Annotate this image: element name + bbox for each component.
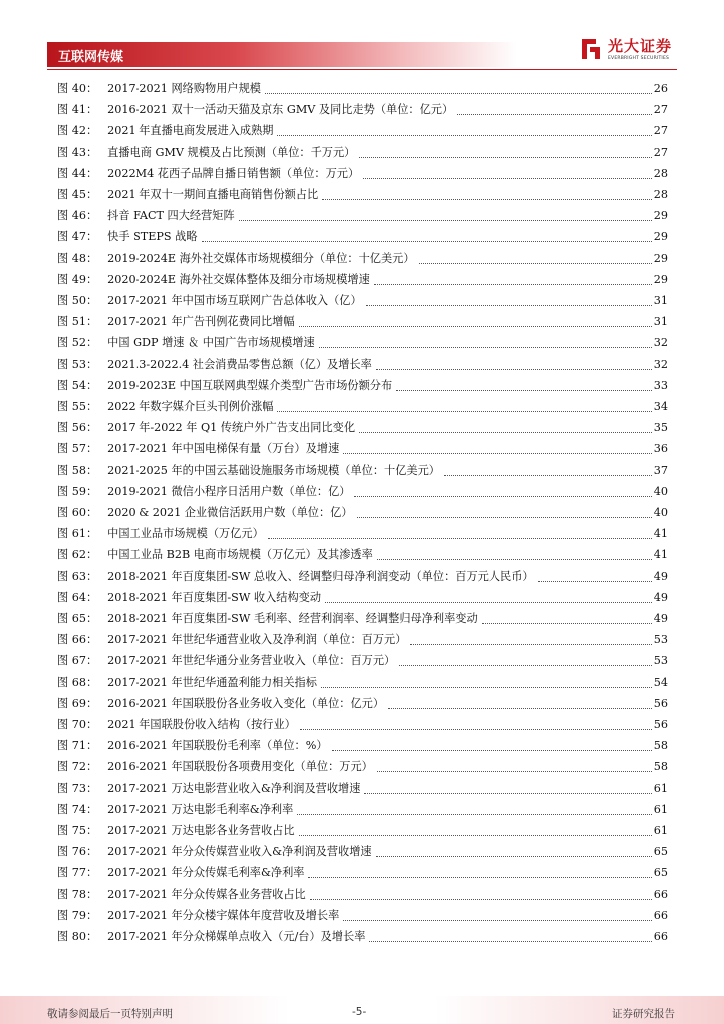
- toc-figure-label: 图 61：: [57, 527, 98, 541]
- toc-entry[interactable]: [57, 118, 668, 138]
- toc-page-number: 40: [653, 506, 668, 519]
- toc-page-number: 28: [653, 188, 668, 201]
- toc-entry[interactable]: [57, 776, 668, 796]
- toc-entry[interactable]: [57, 585, 668, 605]
- footer-page-number: -5-: [352, 1006, 367, 1018]
- toc-dot-leader: [377, 770, 652, 772]
- toc-page-number: 35: [653, 421, 668, 435]
- toc-figure-title: 2016-2021 年国联股份各业务收入变化（单位：亿元）: [107, 696, 385, 710]
- toc-page-number: 41: [653, 548, 668, 562]
- toc-dot-leader: [366, 304, 652, 306]
- toc-dot-leader: [364, 792, 651, 794]
- toc-figure-label: 图 65：: [57, 612, 98, 625]
- toc-figure-title: 2019-2021 微信小程序日活用户数（单位：亿）: [107, 484, 351, 498]
- toc-page-number: 27: [653, 103, 668, 117]
- toc-figure-label: 图 49：: [57, 272, 98, 286]
- toc-page-number: 61: [653, 824, 668, 837]
- toc-figure-title: 2016-2021 双十一活动天猫及京东 GMV 及同比走势（单位：亿元）: [107, 103, 454, 117]
- toc-page-number: 53: [653, 654, 668, 668]
- toc-entry[interactable]: [57, 415, 668, 435]
- toc-dot-leader: [457, 113, 652, 115]
- toc-dot-leader: [308, 876, 651, 878]
- toc-dot-leader: [322, 198, 652, 200]
- toc-figure-label: 图 55：: [57, 400, 98, 413]
- toc-figure-label: 图 43：: [57, 145, 98, 159]
- toc-dot-leader: [444, 474, 652, 476]
- toc-dot-leader: [396, 389, 652, 391]
- toc-figure-title: 中国工业品 B2B 电商市场规模（万亿元）及其渗透率: [107, 548, 373, 562]
- toc-figure-title: 2018-2021 年百度集团-SW 总收入、经调整归母净利润变动（单位：百万元人民币）: [107, 569, 534, 583]
- section-name: 互联网传媒: [58, 50, 124, 65]
- toc-figure-title: 2017-2021 年分众传媒毛利率&净利率: [107, 866, 305, 880]
- toc-dot-leader: [202, 240, 652, 242]
- toc-dot-leader: [321, 686, 652, 688]
- toc-entry[interactable]: [57, 479, 668, 499]
- toc-page-number: 65: [653, 845, 668, 859]
- toc-dot-leader: [325, 601, 652, 603]
- toc-page-number: 26: [653, 82, 668, 95]
- toc-dot-leader: [377, 558, 652, 560]
- toc-figure-title: 2017-2021 年中国市场互联网广告总体收入（亿）: [107, 294, 362, 307]
- toc-page-number: 49: [653, 612, 668, 625]
- toc-page-number: 58: [653, 739, 668, 753]
- toc-figure-title: 2022 年数字媒介巨头刊例价涨幅: [107, 400, 274, 413]
- toc-entry[interactable]: [57, 648, 668, 668]
- toc-entry[interactable]: [57, 542, 668, 562]
- toc-figure-label: 图 45：: [57, 188, 98, 201]
- toc-page-number: 31: [653, 294, 668, 307]
- toc-entry[interactable]: [57, 797, 668, 817]
- toc-figure-label: 图 70：: [57, 718, 98, 731]
- toc-dot-leader: [297, 813, 651, 815]
- toc-dot-leader: [376, 855, 652, 857]
- toc-entry[interactable]: [57, 140, 668, 160]
- footer-disclaimer: 敬请参阅最后一页特别声明: [47, 1008, 173, 1020]
- toc-dot-leader: [359, 431, 652, 433]
- toc-figure-label: 图 41：: [57, 103, 98, 117]
- header-divider: [47, 69, 677, 70]
- toc-dot-leader: [277, 134, 651, 136]
- toc-figure-label: 图 68：: [57, 675, 98, 689]
- toc-figure-title: 2017-2021 年世纪华通分业务营业收入（单位：百万元）: [107, 654, 396, 668]
- toc-entry[interactable]: [57, 161, 668, 181]
- toc-page-number: 32: [653, 357, 668, 371]
- toc-figure-title: 2018-2021 年百度集团-SW 毛利率、经营利润率、经调整归母净利率变动: [107, 612, 478, 625]
- toc-figure-label: 图 66：: [57, 633, 98, 647]
- toc-page-number: 29: [653, 230, 668, 244]
- toc-figure-title: 2017-2021 年世纪华通盈利能力相关指标: [107, 675, 317, 689]
- toc-figure-label: 图 47：: [57, 230, 98, 244]
- toc-page-number: 28: [653, 166, 668, 180]
- toc-entry[interactable]: [57, 246, 668, 266]
- page-footer: [0, 996, 724, 1024]
- toc-page-number: 40: [653, 484, 668, 498]
- toc-dot-leader: [239, 219, 652, 221]
- toc-figure-title: 2017-2021 年分众楼宇媒体年度营收及增长率: [107, 908, 340, 922]
- toc-figure-label: 图 50：: [57, 294, 98, 307]
- toc-dot-leader: [343, 452, 651, 454]
- toc-entry[interactable]: [57, 882, 668, 902]
- toc-dot-leader: [357, 516, 652, 518]
- brand-logo-icon: [578, 35, 604, 63]
- toc-figure-label: 图 64：: [57, 590, 98, 604]
- footer-doc-type: 证券研究报告: [612, 1008, 675, 1020]
- toc-page-number: 32: [653, 336, 668, 350]
- toc-entry[interactable]: [57, 670, 668, 690]
- page-header: [0, 0, 724, 76]
- toc-figure-title: 2021-2025 年的中国云基础设施服务市场规模（单位：十亿美元）: [107, 463, 440, 477]
- toc-figure-label: 图 62：: [57, 548, 98, 562]
- toc-page-number: 37: [653, 463, 668, 477]
- toc-figure-title: 2017-2021 年分众传媒各业务营收占比: [107, 887, 306, 901]
- toc-entry[interactable]: [57, 76, 668, 96]
- toc-figure-label: 图 63：: [57, 569, 98, 583]
- toc-entry[interactable]: [57, 394, 668, 414]
- toc-entry[interactable]: [57, 818, 668, 838]
- toc-figure-label: 图 60：: [57, 506, 98, 519]
- toc-page-number: 56: [653, 696, 668, 710]
- toc-figure-title: 2020-2024E 海外社交媒体整体及细分市场规模增速: [107, 272, 370, 286]
- toc-entry[interactable]: [57, 712, 668, 732]
- toc-dot-leader: [538, 580, 652, 582]
- toc-entry[interactable]: [57, 924, 668, 944]
- toc-figure-title: 2017-2021 万达电影毛利率&净利率: [107, 802, 294, 816]
- toc-entry[interactable]: [57, 330, 668, 350]
- toc-page-number: 49: [653, 590, 668, 604]
- toc-figure-title: 2021 年国联股份收入结构（按行业）: [107, 718, 296, 731]
- toc-dot-leader: [343, 919, 651, 921]
- toc-page-number: 29: [653, 251, 668, 265]
- toc-figure-label: 图 77：: [57, 866, 98, 880]
- toc-entry[interactable]: [57, 903, 668, 923]
- brand-name-cn: 光大证券: [608, 37, 673, 55]
- toc-figure-title: 2017-2021 万达电影各业务营收占比: [107, 824, 295, 837]
- toc-entry[interactable]: [57, 182, 668, 202]
- toc-figure-label: 图 40：: [57, 82, 98, 95]
- toc-figure-label: 图 56：: [57, 421, 98, 435]
- toc-figure-title: 2021 年直播电商发展进入成熟期: [107, 124, 274, 138]
- toc-page-number: 29: [653, 209, 668, 223]
- toc-dot-leader: [419, 262, 652, 264]
- toc-dot-leader: [268, 537, 652, 539]
- toc-page-number: 27: [653, 124, 668, 138]
- toc-figure-title: 2019-2023E 中国互联网典型媒介类型广告市场份额分布: [107, 378, 393, 392]
- toc-page-number: 33: [653, 378, 668, 392]
- toc-page-number: 56: [653, 718, 668, 731]
- toc-entry[interactable]: [57, 309, 668, 329]
- toc-page-number: 61: [653, 781, 668, 795]
- toc-entry[interactable]: [57, 606, 668, 626]
- toc-dot-leader: [363, 177, 652, 179]
- toc-dot-leader: [399, 664, 652, 666]
- toc-entry[interactable]: [57, 97, 668, 117]
- toc-page-number: 66: [653, 908, 668, 922]
- toc-entry[interactable]: [57, 691, 668, 711]
- toc-figure-title: 2016-2021 年国联股份毛利率（单位：%）: [107, 739, 328, 753]
- toc-figure-title: 2017 年-2022 年 Q1 传统户外广告支出同比变化: [107, 421, 356, 435]
- toc-figure-title: 2021.3-2022.4 社会消费品零售总额（亿）及增长率: [107, 357, 372, 371]
- toc-figure-label: 图 44：: [57, 166, 98, 180]
- toc-figure-title: 直播电商 GMV 规模及占比预测（单位：千万元）: [107, 145, 356, 159]
- toc-entry[interactable]: [57, 627, 668, 647]
- toc-entry[interactable]: [57, 839, 668, 859]
- toc-entry[interactable]: [57, 564, 668, 584]
- toc-figure-label: 图 79：: [57, 908, 98, 922]
- toc-page-number: 61: [653, 802, 668, 816]
- brand-logo: [578, 33, 678, 69]
- toc-figure-label: 图 73：: [57, 781, 98, 795]
- toc-figure-label: 图 52：: [57, 336, 98, 350]
- toc-entry[interactable]: [57, 754, 668, 774]
- toc-page-number: 34: [653, 400, 668, 413]
- toc-entry[interactable]: [57, 352, 668, 372]
- brand-name-en: EVERBRIGHT SECURITIES: [608, 56, 670, 61]
- toc-figure-title: 2017-2021 网络购物用户规模: [107, 82, 261, 95]
- toc-dot-leader: [299, 325, 652, 327]
- toc-figure-title: 抖音 FACT 四大经营矩阵: [107, 209, 235, 223]
- toc-entry[interactable]: [57, 373, 668, 393]
- toc-figure-label: 图 57：: [57, 442, 98, 456]
- toc-figure-label: 图 58：: [57, 463, 98, 477]
- toc-figure-title: 2017-2021 年分众传媒营业收入&净利润及营收增速: [107, 845, 372, 859]
- toc-entry[interactable]: [57, 860, 668, 880]
- toc-figure-label: 图 75：: [57, 824, 98, 837]
- toc-dot-leader: [376, 368, 652, 370]
- toc-figure-title: 2017-2021 年分众梯媒单点收入（元/台）及增长率: [107, 930, 366, 943]
- toc-figure-label: 图 78：: [57, 887, 98, 901]
- toc-figure-label: 图 80：: [57, 930, 98, 943]
- toc-figure-label: 图 74：: [57, 802, 98, 816]
- toc-page-number: 27: [653, 145, 668, 159]
- toc-figure-label: 图 53：: [57, 357, 98, 371]
- toc-page-number: 36: [653, 442, 668, 456]
- toc-figure-title: 2018-2021 年百度集团-SW 收入结构变动: [107, 590, 322, 604]
- toc-figure-label: 图 51：: [57, 315, 98, 329]
- toc-figure-label: 图 71：: [57, 739, 98, 753]
- toc-page-number: 58: [653, 760, 668, 774]
- toc-figure-title: 2017-2021 年世纪华通营业收入及净利润（单位：百万元）: [107, 633, 407, 647]
- toc-entry[interactable]: [57, 267, 668, 287]
- toc-entry[interactable]: [57, 500, 668, 520]
- toc-figure-label: 图 46：: [57, 209, 98, 223]
- toc-entry[interactable]: [57, 288, 668, 308]
- toc-figure-title: 中国 GDP 增速 ＆ 中国广告市场规模增速: [107, 336, 315, 350]
- toc-page-number: 66: [653, 887, 668, 901]
- toc-entry[interactable]: [57, 224, 668, 244]
- toc-dot-leader: [388, 707, 652, 709]
- toc-figure-label: 图 54：: [57, 378, 98, 392]
- toc-dot-leader: [332, 749, 652, 751]
- toc-page-number: 53: [653, 633, 668, 647]
- toc-figure-title: 2022M4 花西子品牌自播日销售额（单位：万元）: [107, 166, 360, 180]
- toc-page-number: 54: [653, 675, 668, 689]
- toc-page-number: 29: [653, 272, 668, 286]
- toc-figure-title: 2017-2021 万达电影营业收入&净利润及营收增速: [107, 781, 361, 795]
- toc-page-number: 31: [653, 315, 668, 329]
- toc-entry[interactable]: [57, 203, 668, 223]
- toc-page-number: 65: [653, 866, 668, 880]
- toc-figure-title: 中国工业品市场规模（万亿元）: [107, 527, 264, 541]
- toc-entry[interactable]: [57, 733, 668, 753]
- toc-entry[interactable]: [57, 458, 668, 478]
- toc-dot-leader: [300, 728, 652, 730]
- toc-entry[interactable]: [57, 436, 668, 456]
- toc-page-number: 41: [653, 527, 668, 541]
- toc-dot-leader: [374, 283, 652, 285]
- toc-dot-leader: [369, 940, 651, 942]
- toc-page-number: 49: [653, 569, 668, 583]
- toc-dot-leader: [354, 495, 651, 497]
- toc-figure-label: 图 72：: [57, 760, 98, 774]
- toc-dot-leader: [277, 410, 651, 412]
- toc-figure-title: 2020 & 2021 企业微信活跃用户数（单位：亿）: [107, 506, 353, 519]
- toc-figure-title: 2019-2024E 海外社交媒体市场规模细分（单位：十亿美元）: [107, 251, 415, 265]
- toc-figure-label: 图 76：: [57, 845, 98, 859]
- toc-dot-leader: [410, 643, 651, 645]
- toc-figure-title: 2021 年双十一期间直播电商销售份额占比: [107, 188, 319, 201]
- toc-figure-title: 2017-2021 年中国电梯保有量（万台）及增速: [107, 442, 340, 456]
- toc-figure-label: 图 59：: [57, 484, 98, 498]
- toc-entry[interactable]: [57, 521, 668, 541]
- toc-figure-label: 图 69：: [57, 696, 98, 710]
- toc-dot-leader: [299, 834, 652, 836]
- toc-figure-title: 2016-2021 年国联股份各项费用变化（单位：万元）: [107, 760, 373, 774]
- toc-dot-leader: [319, 346, 652, 348]
- toc-dot-leader: [482, 622, 652, 624]
- toc-dot-leader: [310, 898, 652, 900]
- toc-figure-title: 2017-2021 年广告刊例花费同比增幅: [107, 315, 295, 329]
- toc-figure-label: 图 42：: [57, 124, 98, 138]
- toc-figure-label: 图 67：: [57, 654, 98, 668]
- toc-figure-label: 图 48：: [57, 251, 98, 265]
- toc-dot-leader: [359, 156, 651, 158]
- toc-page-number: 66: [653, 930, 668, 943]
- toc-dot-leader: [265, 92, 652, 94]
- toc-figure-title: 快手 STEPS 战略: [107, 230, 198, 244]
